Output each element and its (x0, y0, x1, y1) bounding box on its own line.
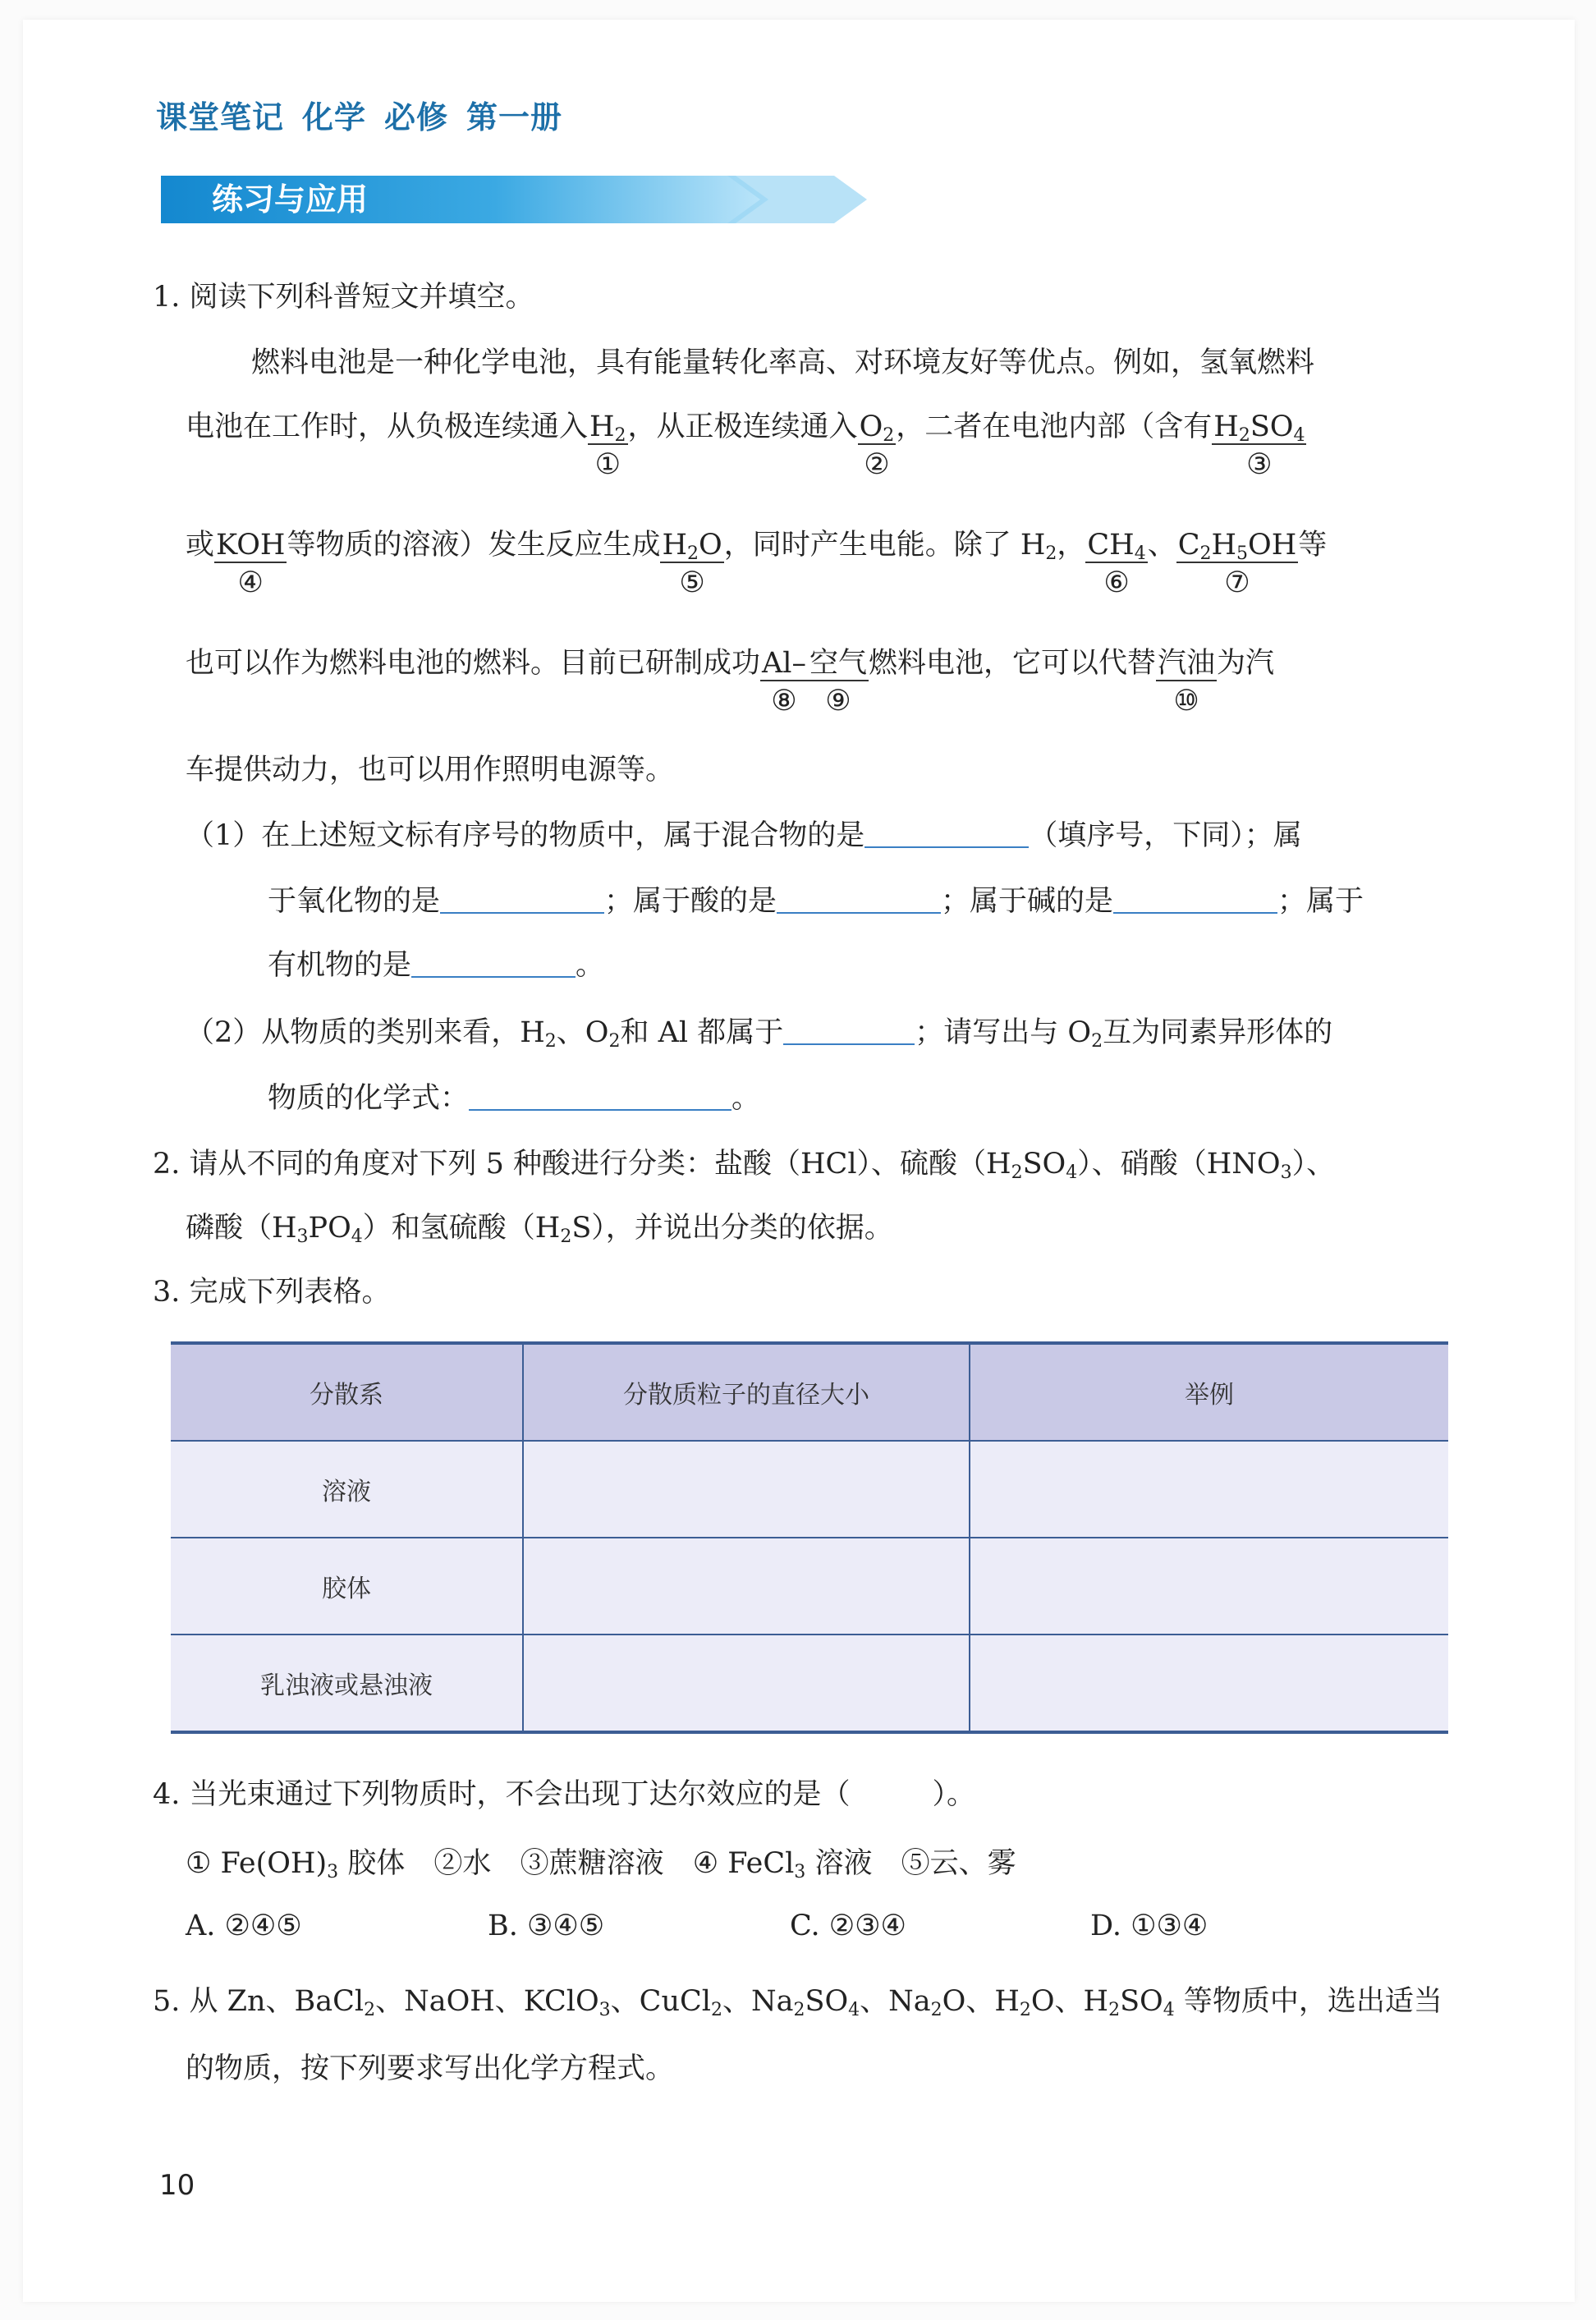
q4-stem: 4. 当光束通过下列物质时，不会出现丁达尔效应的是（ ）。 (153, 1778, 976, 1811)
option-b[interactable]: B. ③④⑤ (488, 1910, 605, 1942)
answer-blank-mixture[interactable] (864, 822, 1029, 848)
dispersion-table (171, 1341, 1448, 1734)
q1-para-5: 车提供动力，也可以用作照明电源等。 (186, 754, 675, 786)
header-volume: 第一册 (466, 99, 563, 135)
blank-o2: $O_2$ ② (859, 410, 895, 482)
blank-gasoline: 汽油 ⑩ (1158, 647, 1216, 718)
table-row (171, 1635, 1448, 1732)
answer-blank-allotrope[interactable] (469, 1084, 732, 1111)
q1-para-2: 电池在工作时，从负极连续通入$H_2$ ① ，从正极连续通入$O_2$ ② ，二者在电池内部（含有$H_2SO_4$ ③ (186, 410, 1305, 482)
answer-cell[interactable] (523, 1538, 970, 1635)
answer-cell[interactable] (970, 1538, 1448, 1635)
q1-sub2-line1: （2）从物质的类别来看，$H_2$、$O_2$和 Al 都属于 ；请写出与 $O_2$互为同素异形体的 (186, 1016, 1333, 1052)
q1-sub1-line1: （1）在上述短文标有序号的物质中，属于混合物的是 （填序号，下同）；属 (186, 819, 1302, 852)
q2-line2: 磷酸$(H_3PO_4)$和氢硫酸$(H_2S)$，并说出分类的依据。 (186, 1212, 893, 1247)
q1-sub2-line2: 物质的化学式： 。 (268, 1082, 761, 1115)
option-c[interactable]: C. ②③④ (790, 1910, 906, 1942)
blank-ch4: $CH_4$ ⑥ (1087, 529, 1146, 600)
row-label: 胶体 (171, 1538, 523, 1635)
answer-cell[interactable] (523, 1441, 970, 1538)
book-header (156, 92, 580, 137)
q1-stem: 1. 阅读下列科普短文并填空。 (153, 281, 534, 314)
blank-h2o: $H_2O$ ⑤ (662, 529, 722, 600)
q5-line1: 5. 从 Zn、BaCl$_2$、NaOH、KClO$_3$、CuCl$_2$、$Na_2SO_4$、$Na_2O$、$H_2O$、$H_2SO_4$ 等物质中，选出适当 (153, 1985, 1442, 2020)
answer-cell[interactable] (970, 1635, 1448, 1732)
blank-ethanol: $C_2H_5OH$ ⑦ (1177, 529, 1297, 600)
table-header: 举例 (970, 1343, 1448, 1441)
q4-items: ① $Fe(OH)_3$ 胶体 ②水 ③蔗糖溶液 ④ FeCl$_3$ 溶液 ⑤云、雾 (186, 1847, 1016, 1882)
header-subject: 化学 (302, 99, 367, 135)
q1-para-1: 燃料电池是一种化学电池，具有能量转化率高、对环境友好等优点。例如，氢氧燃料 (251, 346, 1315, 379)
answer-blank-oxide[interactable] (440, 887, 604, 914)
blank-koh: KOH ④ (216, 529, 286, 600)
blank-air: 空气 ⑨ (809, 647, 868, 718)
blank-h2so4: $H_2SO_4$ ③ (1213, 410, 1305, 482)
row-label: 溶液 (171, 1441, 523, 1538)
option-a[interactable]: A. ②④⑤ (186, 1910, 302, 1942)
q1-para-3: 或KOH ④ 等物质的溶液）发生反应生成$H_2O$ ⑤ ，同时产生电能。除了 $H_2$，$CH_4$ ⑥ 、$C_2H_5OH$ ⑦ 等 (186, 529, 1328, 600)
answer-blank-organic[interactable] (411, 951, 576, 978)
table-row (171, 1441, 1448, 1538)
q1-para-4: 也可以作为燃料电池的燃料。目前已研制成功Al– ⑧ 空气 ⑨ 燃料电池，它可以代替汽油 ⑩ 为汽 (186, 647, 1275, 718)
answer-blank-base[interactable] (1113, 887, 1277, 914)
page-number: 10 (159, 2169, 195, 2202)
option-d[interactable]: D. ①③④ (1090, 1910, 1208, 1942)
answer-cell[interactable] (523, 1635, 970, 1732)
section-title: 练习与应用 (212, 181, 369, 218)
q5-line2: 的物质，按下列要求写出化学方程式。 (186, 2052, 675, 2085)
table-header: 分散质粒子的直径大小 (523, 1343, 970, 1441)
header-course: 必修 (384, 99, 449, 135)
blank-al: Al– ⑧ (762, 647, 806, 718)
q1-sub1-line3: 有机物的是 。 (268, 949, 605, 982)
answer-blank-acid[interactable] (777, 887, 941, 914)
table-row (171, 1538, 1448, 1635)
answer-blank-category[interactable] (783, 1019, 915, 1045)
table-header-row (171, 1343, 1448, 1441)
blank-h2: $H_2$ ① (589, 410, 626, 482)
q1-sub1-line2: 于氧化物的是 ；属于酸的是 ；属于碱的是 ；属于 (268, 885, 1364, 918)
row-label: 乳浊液或悬浊液 (171, 1635, 523, 1732)
table-header: 分散系 (171, 1343, 523, 1441)
q2-line1: 2. 请从不同的角度对下列 5 种酸进行分类：盐酸（HCl）、硫酸$(H_2SO_4)$、硝酸$(HNO_3)$、 (153, 1148, 1336, 1183)
answer-cell[interactable] (970, 1441, 1448, 1538)
header-series: 课堂笔记 (156, 99, 285, 135)
q3-stem: 3. 完成下列表格。 (153, 1276, 391, 1309)
